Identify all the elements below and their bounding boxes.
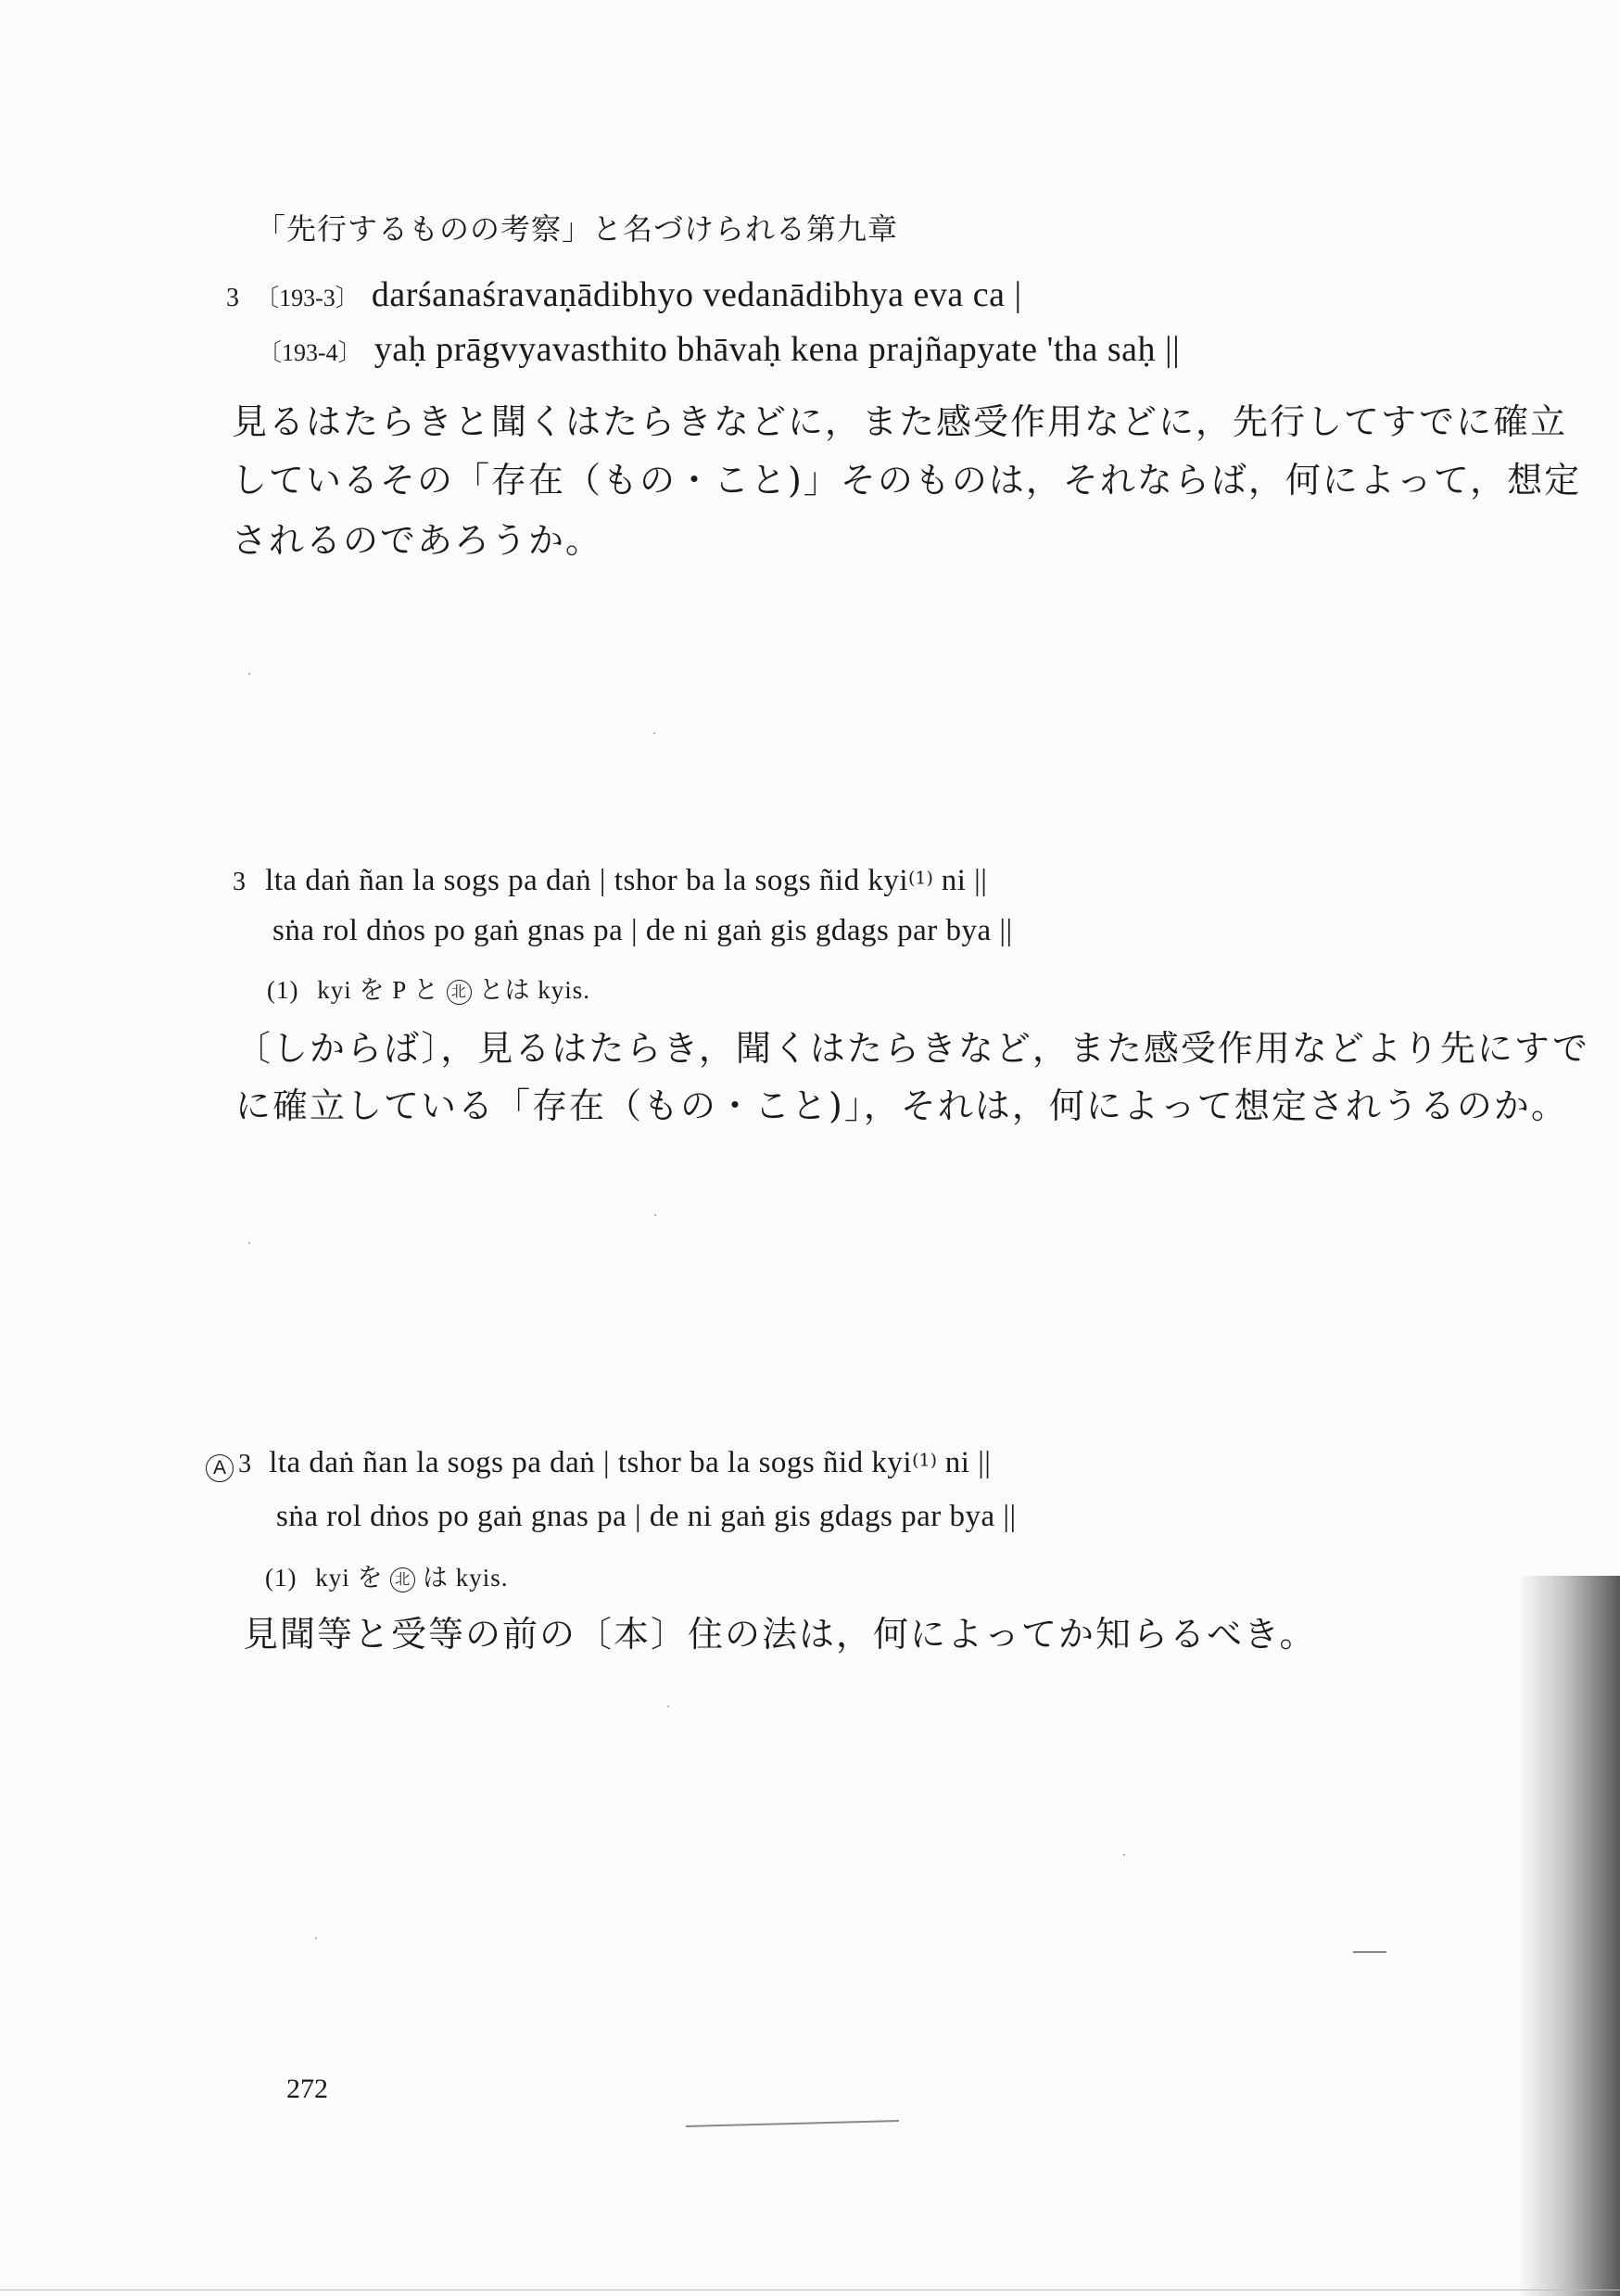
circled-kita-mark: 北 [390,1567,415,1592]
tibetan-line-1: lta daṅ ñan la sogs pa daṅ | tshor ba la sogs ñid kyi [265,864,909,897]
sanskrit-verse-line-2 [258,329,1180,370]
sanskrit-translation-line: されるのであろうか。 [232,520,603,561]
page-number: 272 [286,2074,328,2104]
tibetan-line-1-end: ni || [932,864,988,897]
footnote-marker: (1) [908,868,933,889]
scan-speck [667,1706,669,1707]
verse-ref: 〔193-3〕 [255,285,360,311]
scan-edge-shadow [1518,1576,1620,2296]
tibetan-footnote [267,970,590,1006]
footnote-label: (1) [267,976,299,1004]
verse-number: 3 [233,868,246,896]
sanskrit-translation-line: 見るはたらきと聞くはたらきなどに，また感受作用などに，先行してすでに確立 [232,401,1568,442]
verse-number: 3 [226,284,239,312]
footnote-label: (1) [265,1564,297,1592]
scan-smudge [686,2120,899,2127]
footnote-marker: (1) [912,1450,938,1471]
verse-number: 3 [238,1450,252,1478]
akutobhaya-line-1: lta daṅ ñan la sogs pa daṅ | tshor ba la sogs ñid kyi [269,1446,913,1479]
akutobhaya-line-2: sṅa rol dṅos po gaṅ gnas pa | de ni gaṅ gis gdags par bya || [276,1500,1017,1533]
footnote-text: とは kyis. [478,976,591,1004]
akutobhaya-verse [206,1446,991,1482]
akutobhaya-line-1-end: ni || [937,1446,992,1479]
sanskrit-line-1: darśanaśravaṇādibhyo vedanādibhya eva ca | [371,275,1022,314]
tibetan-translation-line: に確立している「存在（もの・こと)」，それは，何によって想定されうるのか。 [235,1085,1568,1126]
scan-speck [248,1242,250,1244]
circled-a-marker: A [206,1454,234,1482]
footnote-text: kyi を [315,1564,384,1592]
sanskrit-translation-line: しているその「存在（もの・こと)」そのものは，それならば，何によって，想定 [232,460,1582,501]
akutobhaya-footnote [265,1557,509,1593]
tibetan-line-2: sṅa rol dṅos po gaṅ gnas pa | de ni gaṅ gis gdags par bya || [272,914,1013,947]
scan-speck [654,1214,656,1216]
tibetan-verse [233,864,987,898]
running-header: 「先行するものの考察」と名づけられる第九章 [256,211,899,247]
scan-speck [315,1937,317,1939]
sanskrit-verse [226,274,1022,315]
circled-kita-mark: 北 [447,980,472,1005]
verse-ref: 〔193-4〕 [258,339,362,366]
akutobhaya-translation: 見聞等と受等の前の〔本〕住の法は，何によってか知らるべき。 [243,1614,1317,1655]
scan-smudge [1353,1951,1386,1953]
scan-speck [248,673,250,675]
scan-speck [653,732,655,734]
tibetan-translation-line: 〔しからば〕，見るはたらき，聞くはたらきなど，また感受作用などより先にすで [235,1028,1590,1069]
scan-speck [1123,1854,1125,1856]
sanskrit-line-2: yaḥ prāgvyavasthito bhāvaḥ kena prajñapyate 'tha saḥ || [373,330,1181,369]
footnote-text: kyi を P と [317,976,439,1004]
footnote-text: は kyis. [423,1564,509,1592]
